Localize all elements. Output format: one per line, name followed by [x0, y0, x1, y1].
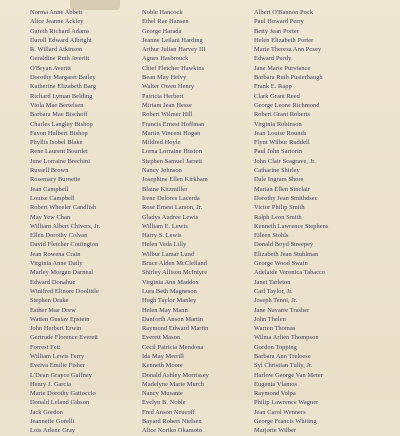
name-entry: O'Bryan Averitt — [30, 64, 72, 72]
name-entry: Katherine Elizabeth Barg — [30, 83, 97, 91]
name-entry: David Fletcher Cottington — [30, 241, 99, 249]
name-entry: Donald Boyd Streepey — [254, 241, 314, 249]
name-entry: Wilma Arlien Thompson — [254, 334, 319, 342]
name-entry: Henry J. Garcia — [30, 380, 72, 388]
name-entry: Jean Louise Rounds — [254, 129, 307, 137]
name-entry: Eveiva Emilie Fisher — [30, 362, 85, 370]
name-entry: William E. Lewis — [142, 222, 188, 230]
name-entry: Charles Langley Bishop — [30, 120, 93, 128]
name-entry: Walter Owen Henry — [142, 83, 195, 91]
name-entry: Joseph Tenni, Jr. — [254, 297, 298, 305]
name-entry: Watten Gustav Epstein — [30, 315, 90, 323]
name-entry: Evelyn B. Noble — [142, 399, 186, 407]
name-entry: Warren Thomas — [254, 325, 296, 333]
name-entry: Donald Ashley Morrissey — [142, 371, 209, 379]
name-entry: Cecil Patricia Mendona — [142, 343, 204, 351]
name-entry: Faxon Hulbert Bishop — [30, 129, 88, 137]
name-entry: Helen Elizabeth Porter — [254, 36, 314, 44]
name-entry: Shirley Allison McIntyre — [142, 269, 208, 277]
name-entry: Barbara Ann Treloese — [254, 352, 311, 360]
name-entry: Bean May Helvy — [142, 74, 187, 82]
name-entry: George Wood Swain — [254, 260, 308, 268]
name-entry: John Clair Seagrave, Jr. — [254, 157, 316, 165]
name-entry: Jeanne Leilani Harding — [142, 36, 203, 44]
name-entry: Josephine Ellen Kirkham — [142, 176, 208, 184]
name-entry: Robert Grant Roberts — [254, 111, 311, 119]
name-entry: Betty Jean Porter — [254, 27, 299, 35]
name-entry: Rose Ernest Larson, Jr. — [142, 204, 203, 212]
name-entry: Esther Mae Drew — [30, 306, 76, 314]
name-entry: Ida May Merrill — [142, 352, 184, 360]
name-entry: Forrest Fett — [30, 343, 61, 351]
name-entry: Bruce Alden McClelland — [142, 260, 207, 268]
name-entry: Robert Wilmer Hill — [142, 111, 193, 119]
name-entry: Marian Ellen Sinclair — [254, 185, 311, 193]
name-entry: Gordon Topping — [254, 343, 297, 351]
name-entry: Gertrude Florence Everett — [30, 334, 98, 342]
name-entry: Paul John Sartorin — [254, 148, 303, 156]
name-entry: Alice Noriko Okamoto — [142, 427, 202, 435]
name-entry: Francis Ernest Hoffman — [142, 120, 205, 128]
name-entry: Blaine Kitzmiller — [142, 185, 188, 193]
name-entry: Helen Veda Lilly — [142, 241, 187, 249]
name-column-1 — [30, 8, 138, 436]
name-entry: Daroll Edward Albright — [30, 36, 92, 44]
name-entry: Madelyne Marie Murch — [142, 380, 205, 388]
name-entry: May Yew Chan — [30, 213, 71, 221]
name-entry: Ellen Dorothy Colvan — [30, 232, 88, 240]
name-entry: Philip Lawrence Wagner — [254, 399, 319, 407]
name-entry: Phyllis Isobel Blake — [30, 139, 83, 147]
name-entry: Albert O'Bannon Pock — [254, 9, 313, 16]
name-entry: Chief Fletcher Hawkins — [142, 64, 205, 72]
name-entry: Winifred Elinore Doolittle — [30, 287, 99, 295]
name-entry: Catharine Shirley — [254, 167, 300, 175]
name-entry: Elizabeth Jean Stuhlman — [254, 250, 319, 258]
name-entry: Carl Taylor, Jr. — [254, 287, 293, 295]
name-column-3 — [254, 8, 366, 436]
name-entry: Wilbur Lamar Lund — [142, 250, 195, 258]
name-entry: Dorothy Jean Smithdsec — [254, 194, 318, 202]
name-entry: Robert Wheeler Candlish — [30, 204, 96, 212]
name-entry: Rene Laurent Bourdet — [30, 148, 88, 156]
name-entry: June Lorraine Brechini — [30, 157, 91, 165]
name-entry: Jean Campbell — [30, 185, 69, 193]
name-entry: Janet Tarleton — [254, 278, 291, 286]
name-entry: Viola Mae Bertelsen — [30, 101, 84, 109]
name-entry: Frank E. Rapp — [254, 83, 292, 91]
name-entry: Lura Beth Magneson — [142, 287, 197, 295]
name-entry: Hugh Taylor Manley — [142, 297, 197, 305]
name-entry: Agnes Hasbrouck — [142, 55, 189, 63]
name-entry: Gareth Richard Adams — [30, 27, 90, 35]
name-entry: William Lewis Ferry — [30, 352, 85, 360]
name-entry: Syl Christian Tully, Jr. — [254, 362, 313, 370]
name-entry: Jean Rowena Crain — [30, 250, 81, 258]
name-column-2 — [142, 8, 250, 436]
name-entry: Danforth Anson Martin — [142, 315, 204, 323]
name-entry: Eileen Stohls — [254, 232, 289, 240]
name-entry: Ethel Rae Hansen — [142, 18, 189, 26]
name-entry: Geraldine Ruth Averitt — [30, 55, 90, 63]
name-entry: Marley Morgan Darneal — [30, 269, 94, 277]
name-entry: Gladys Audree Lewis — [142, 213, 199, 221]
name-entry: Mildred Hoyle — [142, 139, 181, 147]
name-entry: Patricia Herbert — [142, 92, 184, 100]
name-entry: Raymond Edward Martin — [142, 325, 209, 333]
name-entry: Jeannette Gorelli — [30, 418, 75, 426]
name-entry: Virginia Anne Daily — [30, 260, 83, 268]
name-entry: George Harada — [142, 27, 182, 35]
name-entry: Flynt Wilbur Ruddell — [254, 139, 310, 147]
name-entry: Marie Theresa Ann Posey — [254, 46, 322, 54]
name-entry: Stephen Samuel Jarrett — [142, 157, 203, 165]
name-entry: Donald Leland Gibson — [30, 399, 90, 407]
name-entry: Norma Anne Abbett — [30, 9, 83, 16]
name-entry: Martin Vincent Hogan — [142, 129, 201, 137]
name-entry: John Thelen — [254, 315, 286, 323]
name-entry: Jack Gordon — [30, 408, 64, 416]
name-entry: Fred Anson Neucoff — [142, 408, 195, 416]
name-entry: Richard Lyman Belding — [30, 92, 93, 100]
name-entry: Edward Purdy — [254, 55, 292, 63]
name-entry: Raymond Volpa — [254, 390, 296, 398]
name-entry: Barbara Mae Bischoff — [30, 111, 88, 119]
name-entry: Paul Howard Perry — [254, 18, 304, 26]
name-entry: Eugenia Vlamos — [254, 380, 298, 388]
name-entry: Dale Ingram Shore — [254, 176, 304, 184]
name-entry: William Albert Chivers, Jr. — [30, 222, 101, 230]
name-entry: Ralph Leon Smith — [254, 213, 302, 221]
name-entry: Lois Arlene Gray — [30, 427, 76, 435]
name-entry: Arthur Julian Harvey III — [142, 46, 206, 54]
name-entry: Jean Carol Wenners — [254, 408, 306, 416]
name-entry: Jane Marie Purviance — [254, 64, 311, 72]
name-entry: Stephen Drake — [30, 297, 69, 305]
name-entry: Rosemary Burnette — [30, 176, 81, 184]
name-entry: Barbara Ruth Pusterbaugh — [254, 74, 323, 82]
name-entry: Miriam Jean Hesse — [142, 101, 192, 109]
name-entry: Dorothy Margaret Bailey — [30, 74, 96, 82]
name-entry: Jane Navarre Trasher — [254, 306, 310, 314]
name-entry: Virginia Ann Maddox — [142, 278, 199, 286]
name-entry: Lorna Lorraine Huston — [142, 148, 202, 156]
name-entry: Harry S. Lewis — [142, 232, 182, 240]
name-entry: Nancy Musante — [142, 390, 183, 398]
name-entry: R. Willard Atkinson — [30, 46, 83, 54]
name-entry: Marjorie Wilber — [254, 427, 297, 435]
name-entry: Harlow George Van Meter — [254, 371, 323, 379]
name-entry: John Herbert Erwin — [30, 325, 82, 333]
name-entry: Nancy Johnson — [142, 167, 182, 175]
name-entry: Louise Campbell — [30, 194, 75, 202]
name-entry: Kenneth Lawrence Stephens — [254, 222, 329, 230]
name-entry: Kenneth Moore — [142, 362, 183, 370]
name-entry: Alice Jeanne Ackley — [30, 18, 84, 26]
name-entry: Marie Dorothy Gattoccio — [30, 390, 96, 398]
name-entry: Helen May Mann — [142, 306, 188, 314]
name-entry: George Francis Whiting — [254, 418, 317, 426]
name-entry: L'Dean Grayce Gaffney — [30, 371, 93, 379]
name-entry: George Leone Richmond — [254, 101, 320, 109]
name-entry: Noble Hancock — [142, 9, 183, 16]
name-entry: Clark Grant Reed — [254, 92, 300, 100]
name-entry: Adelaide Veronica Tabacco — [254, 269, 326, 277]
name-entry: Russell Brown — [30, 167, 69, 175]
name-entry: Victor Philip Smith — [254, 204, 305, 212]
name-entry: Edward Donahue — [30, 278, 76, 286]
name-entry: Bayard Robert Nielsen — [142, 418, 202, 426]
name-entry: Irene Delores Lacerda — [142, 194, 200, 202]
name-entry: Everett Mason — [142, 334, 181, 342]
name-entry: Virginia Robinson — [254, 120, 302, 128]
